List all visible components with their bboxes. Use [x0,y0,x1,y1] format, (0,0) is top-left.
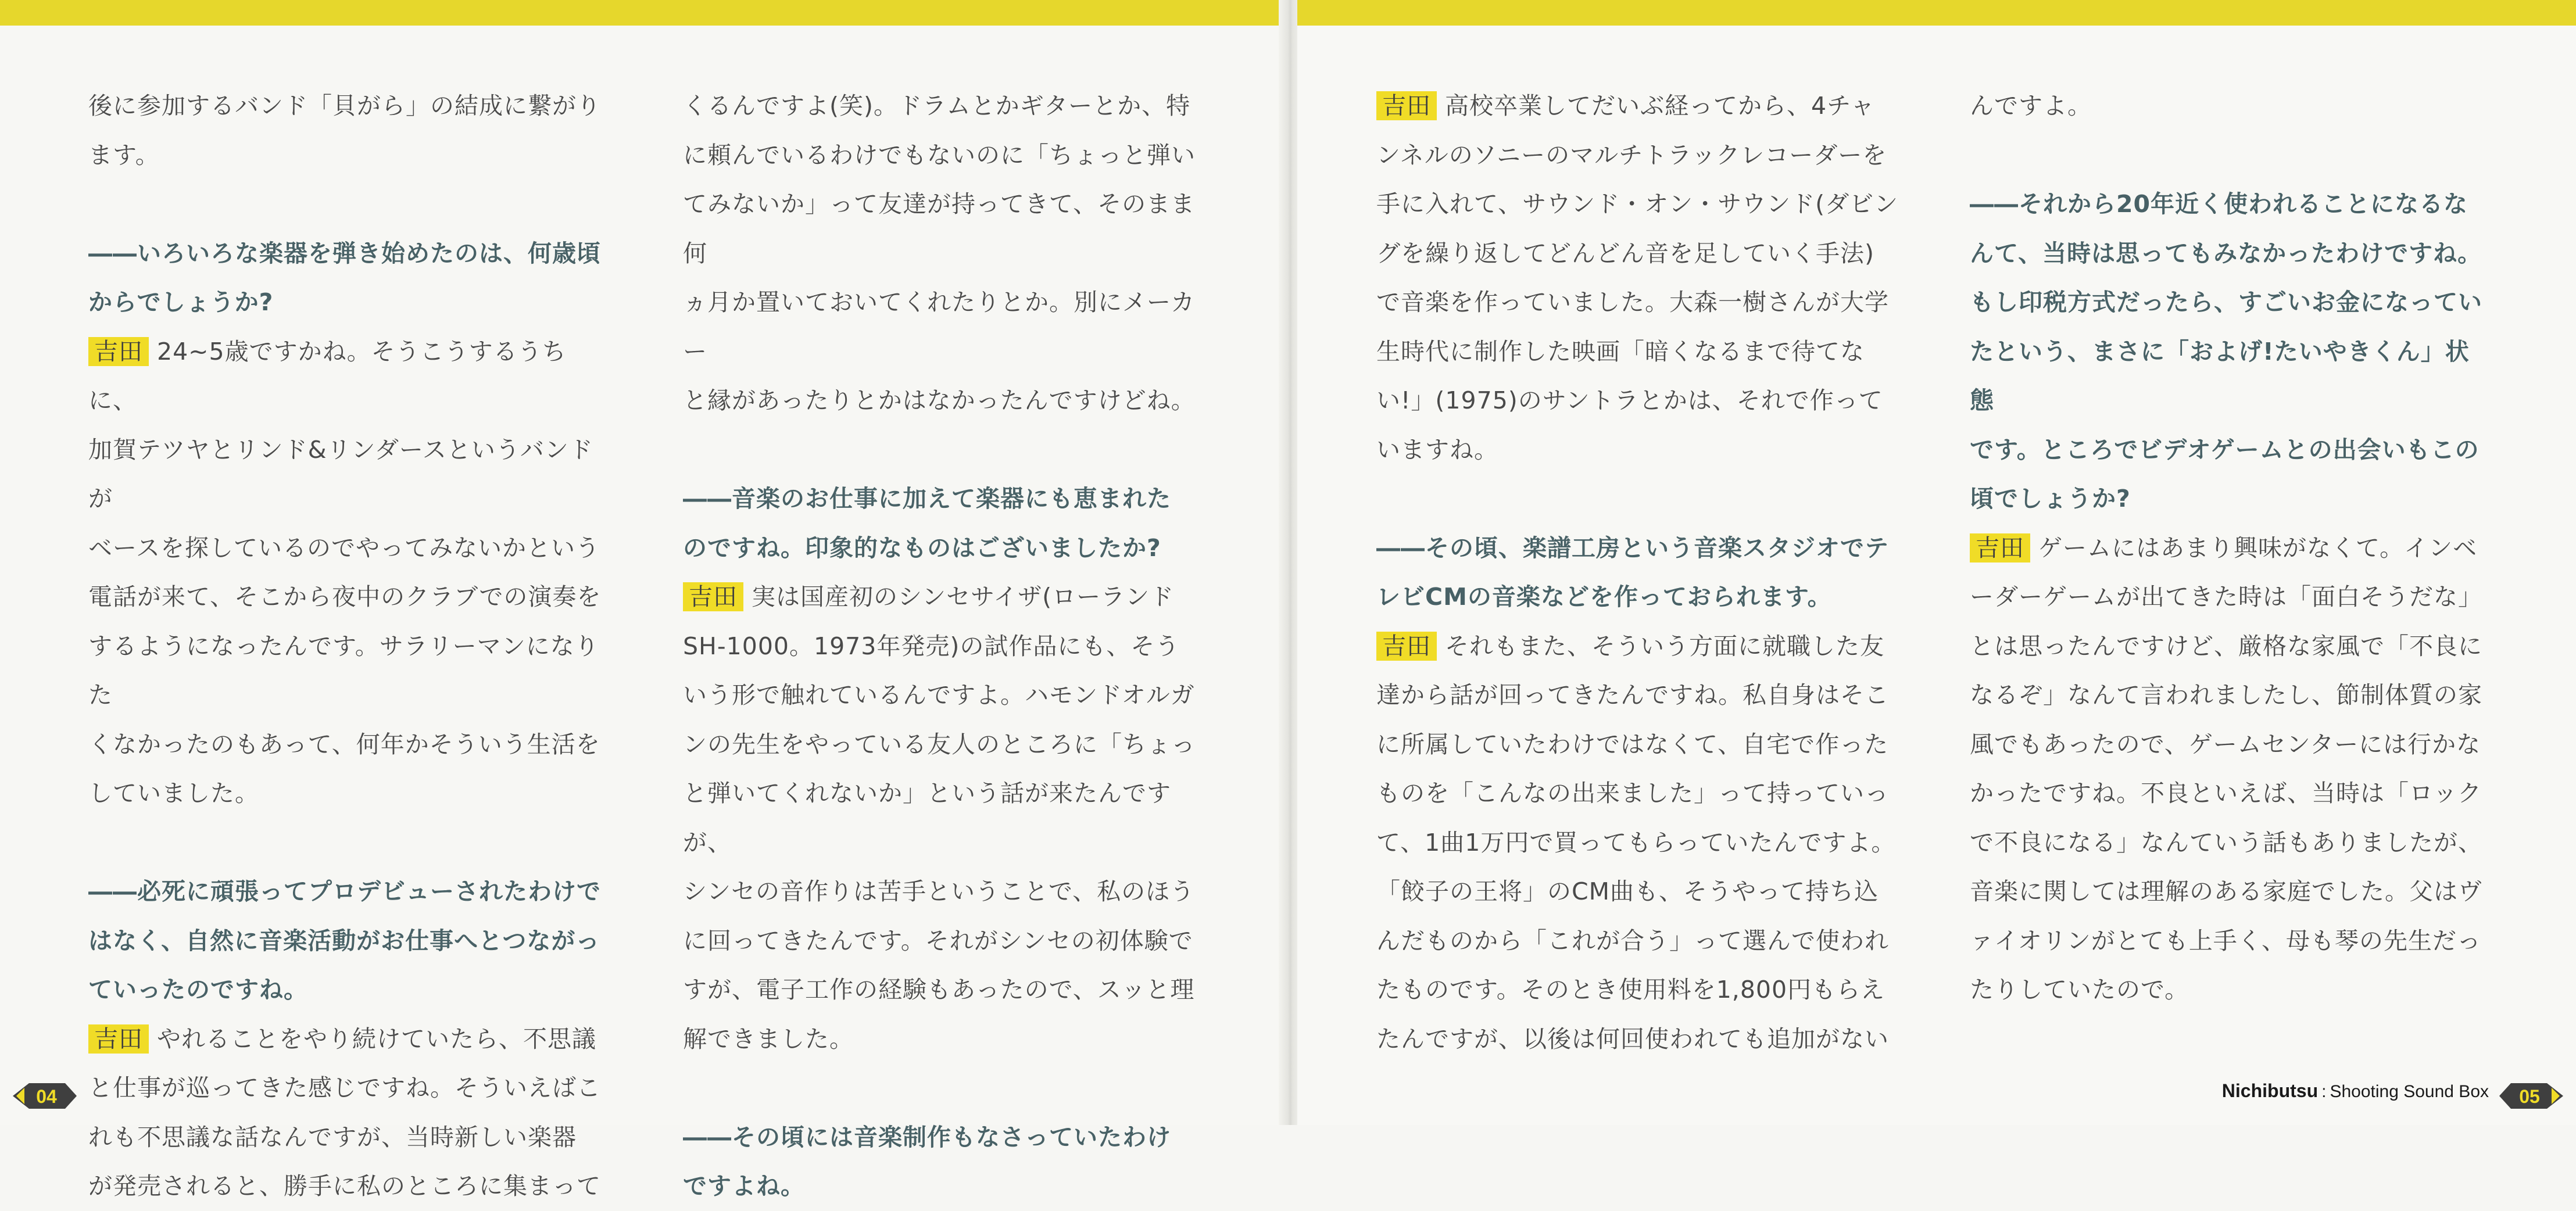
speaker-tag: 吉田 [1970,533,2030,562]
interview-question-line [683,1162,1206,1211]
line-text: からでしょうか? [88,288,274,316]
line-text: ――必死に頑張ってプロデビューされたわけで [88,877,601,905]
line-text: んですよ。 [1970,92,2092,120]
line-text: ――その頃、楽譜工房という音楽スタジオでテ [1376,533,1889,562]
interview-question-line [1970,474,2493,524]
line-text: ていったのですね。 [88,976,308,1004]
line-text: ゲームにはあまり興味がなくて。インベ [2038,533,2478,562]
body-text-line [1376,867,1899,916]
line-text: で不良になる」なんていう話もありましたが、 [1970,828,2482,857]
line-text: ーダーゲームが出てきた時は「面白そうだな」 [1970,583,2482,611]
line-text: れも不思議な話なんですが、当時新しい楽器 [88,1123,577,1151]
interview-question-line [1376,572,1899,622]
body-text-line [683,916,1206,966]
body-text-line [88,720,611,769]
right-page-number [2499,1079,2563,1113]
body-text-line [683,180,1206,278]
body-text-line [683,131,1206,180]
brand-separator: : [2321,1082,2327,1101]
line-text: するようになったんです。サラリーマンになりた [88,632,599,709]
body-text-line [88,1162,611,1211]
paragraph-gap [683,425,1206,475]
line-text: ものを「こんなの出来ました」って持っていっ [1376,779,1889,807]
body-text-line [88,1113,611,1162]
left-page-number [13,1079,77,1113]
body-text-line [88,769,611,818]
line-text: SH-1000。1973年発売)の試作品にも、そう [683,632,1180,660]
line-text: いう形で触れているんですよ。ハモンドオルガ [683,681,1195,709]
line-text: 後に参加するバンド「貝がら」の結成に繋がり [88,92,601,120]
body-text-line [683,671,1206,720]
body-text-line [1376,671,1899,720]
page-number-text: 05 [2519,1086,2540,1107]
line-text: に頼んでいるわけでもないのに「ちょっと弾い [683,141,1196,169]
interview-question-line [683,474,1206,524]
left-page [0,0,1288,1200]
line-text: て、1曲1万円で買ってもらっていたんですよ。 [1376,828,1896,857]
line-text: が発売されると、勝手に私のところに集まって [88,1172,601,1200]
paragraph-gap [88,818,611,868]
body-text-line [88,1063,611,1113]
speaker-tag: 吉田 [1376,632,1437,661]
body-text-line [88,131,611,180]
line-text: くるんですよ(笑)。ドラムとかギターとか、特 [683,92,1191,120]
line-text: はなく、自然に音楽活動がお仕事へとつながっ [88,926,600,955]
line-text: 「餃子の王将」のCM曲も、そうやって持ち込 [1376,877,1879,905]
speaker-tag: 吉田 [683,582,743,611]
line-text: いますね。 [1376,435,1498,464]
body-text-line [1970,671,2493,720]
interview-question-line [683,1113,1206,1162]
body-text-line [1970,769,2493,818]
body-text-line [1376,278,1899,327]
right-col-1 [1376,81,1899,1063]
body-text-line [1376,180,1899,229]
line-text: グを繰り返してどんどん音を足していく手法) [1376,239,1874,267]
paragraph-gap [683,1063,1206,1113]
top-accent-bar [1297,0,2576,26]
body-text-line [683,622,1206,671]
body-text-line [1970,965,2493,1015]
interview-question-line [88,965,611,1015]
line-text: 達から話が回ってきたんですね。私自身はそこ [1376,681,1889,709]
line-text: てみないか」って友達が持ってきて、そのまま何 [683,190,1196,267]
body-text-line [683,867,1206,916]
line-text: 音楽に関しては理解のある家庭でした。父はヴ [1970,877,2482,905]
right-col-2 [1970,81,2493,1015]
body-text-line [88,572,611,622]
line-text: ――いろいろな楽器を弾き始めたのは、何歳頃 [88,239,601,267]
body-text-line [1970,916,2493,966]
line-text: ――その頃には音楽制作もなさっていたわけ [683,1123,1171,1151]
brand-product: Shooting Sound Box [2330,1082,2489,1101]
line-text: で音楽を作っていました。大森一樹さんが大学 [1376,288,1889,316]
body-text-line [1376,916,1899,966]
body-text-line [88,81,611,131]
body-text-line [1970,720,2493,769]
body-text-line [683,1015,1206,1064]
line-text: たりしていたので。 [1970,976,2189,1004]
line-text: 手に入れて、サウンド・オン・サウンド(ダビン [1376,190,1899,218]
body-text-line [1970,818,2493,868]
line-text: い!」(1975)のサントラとかは、それで作って [1376,386,1883,414]
interview-question-line [1970,229,2493,278]
line-text: 高校卒業してだいぶ経ってから、4チャ [1445,92,1875,120]
body-text-line [683,376,1206,425]
line-text: ンの先生をやっている友人のところに「ちょっ [683,730,1196,758]
interview-question-line [88,867,611,916]
line-text: ンネルのソニーのマルチトラックレコーダーを [1376,141,1887,169]
body-text-line [1376,327,1899,377]
body-text-line [1376,425,1899,475]
paragraph-gap [88,180,611,229]
brand-footer [2222,1080,2489,1102]
top-accent-bar [0,0,1288,26]
body-text-line [1970,867,2493,916]
brand-name: Nichibutsu [2221,1080,2319,1101]
paragraph-gap [1376,474,1899,524]
interview-question-line [683,524,1206,573]
line-text: ですよね。 [683,1172,805,1200]
line-text: とは思ったんですけど、厳格な家風で「不良に [1970,632,2482,660]
speaker-answer-line [1376,81,1899,131]
line-text: ァイオリンがとても上手く、母も琴の先生だっ [1970,926,2481,955]
speaker-tag: 吉田 [88,1024,149,1054]
body-text-line [1376,229,1899,278]
line-text: していました。 [88,779,259,807]
line-text: すが、電子工作の経験もあったので、スッと理 [683,976,1195,1004]
body-text-line [88,425,611,524]
line-text: 加賀テツヤとリンド&リンダースというバンドが [88,435,593,513]
line-text: ――音楽のお仕事に加えて楽器にも恵まれた [683,485,1171,513]
line-text: たんですが、以後は何回使われても追加がない [1376,1024,1889,1053]
interview-question-line [1970,327,2493,425]
line-text: くなかったのもあって、何年かそういう生活を [88,730,600,758]
line-text: レビCMの音楽などを作っておられます。 [1376,583,1832,611]
body-text-line [683,278,1206,376]
line-text: です。ところでビデオゲームとの出会いもこの [1970,435,2480,464]
line-text: と縁があったりとかはなかったんですけどね。 [683,386,1196,414]
interview-question-line [1376,524,1899,573]
body-text-line [1376,720,1899,769]
left-col-1 [88,81,611,1211]
line-text: と仕事が巡ってきた感じですね。そういえばこ [88,1074,601,1102]
line-text: やれることをやり続けていたら、不思議 [157,1024,596,1053]
interview-question-line [88,229,611,278]
body-text-line [683,965,1206,1015]
speaker-answer-line [1376,622,1899,671]
body-text-line [88,622,611,720]
speaker-answer-line [1970,524,2493,573]
speaker-tag: 吉田 [88,337,149,366]
body-text-line [1376,769,1899,818]
speaker-tag: 吉田 [1376,91,1437,120]
left-col-2 [683,81,1206,1211]
line-text: たという、まさに「およげ!たいやきくん」状態 [1970,337,2470,414]
line-text: ベースを探しているのでやってみないかという [88,533,600,562]
line-text: 生時代に制作した映画「暗くなるまで待てな [1376,337,1865,366]
speaker-answer-line [88,1015,611,1064]
shooter-ship-icon [2499,1079,2563,1113]
line-text: 実は国産初のシンセサイザ(ローランド [752,583,1175,611]
body-text-line [683,720,1206,769]
line-text: に回ってきたんです。それがシンセの初体験で [683,926,1193,955]
line-text: んだものから「これが合う」って選んで使われ [1376,926,1889,955]
line-text: ます。 [88,141,160,169]
line-text: と弾いてくれないか」という話が来たんですが、 [683,779,1171,857]
body-text-line [1376,376,1899,425]
speaker-answer-line [683,572,1206,622]
body-text-line [683,81,1206,131]
paragraph-gap [1970,131,2493,180]
body-text-line [1970,81,2493,131]
line-text: ヵ月か置いておいてくれたりとか。別にメーカー [683,288,1196,366]
body-text-line [1970,572,2493,622]
line-text: たものです。そのとき使用料を1,800円もらえ [1376,976,1886,1004]
line-text: それもまた、そういう方面に就職した友 [1445,632,1884,660]
body-text-line [1376,965,1899,1015]
line-text: なるぞ」なんて言われましたし、節制体質の家 [1970,681,2482,709]
line-text: ――それから20年近く使われることになるな [1970,190,2468,218]
line-text: もし印税方式だったら、すごいお金になってい [1970,288,2482,316]
body-text-line [683,769,1206,867]
body-text-line [1376,1015,1899,1064]
right-page [1297,0,2576,1125]
speaker-answer-line [88,327,611,425]
interview-question-line [88,916,611,966]
line-text: 頃でしょうか? [1970,485,2131,513]
line-text: のですね。印象的なものはございましたか? [683,533,1161,562]
line-text: かったですね。不良といえば、当時は「ロック [1970,779,2482,807]
line-text: に所属していたわけではなくて、自宅で作った [1376,730,1889,758]
body-text-line [1376,131,1899,180]
body-text-line [1970,622,2493,671]
interview-question-line [88,278,611,327]
line-text: 24~5歳ですかね。そうこうするうちに、 [88,337,567,414]
line-text: 風でもあったので、ゲームセンターには行かな [1970,730,2481,758]
line-text: シンセの音作りは苦手ということで、私のほう [683,877,1195,905]
interview-question-line [1970,180,2493,229]
body-text-line [88,524,611,573]
line-text: んて、当時は思ってもみなかったわけですね。 [1970,239,2482,267]
interview-question-line [1970,425,2493,475]
line-text: 解できました。 [683,1024,854,1053]
shooter-ship-icon [13,1079,77,1113]
interview-question-line [1970,278,2493,327]
line-text: 電話が来て、そこから夜中のクラブでの演奏を [88,583,602,611]
page-number-text: 04 [36,1086,57,1107]
body-text-line [1376,818,1899,868]
